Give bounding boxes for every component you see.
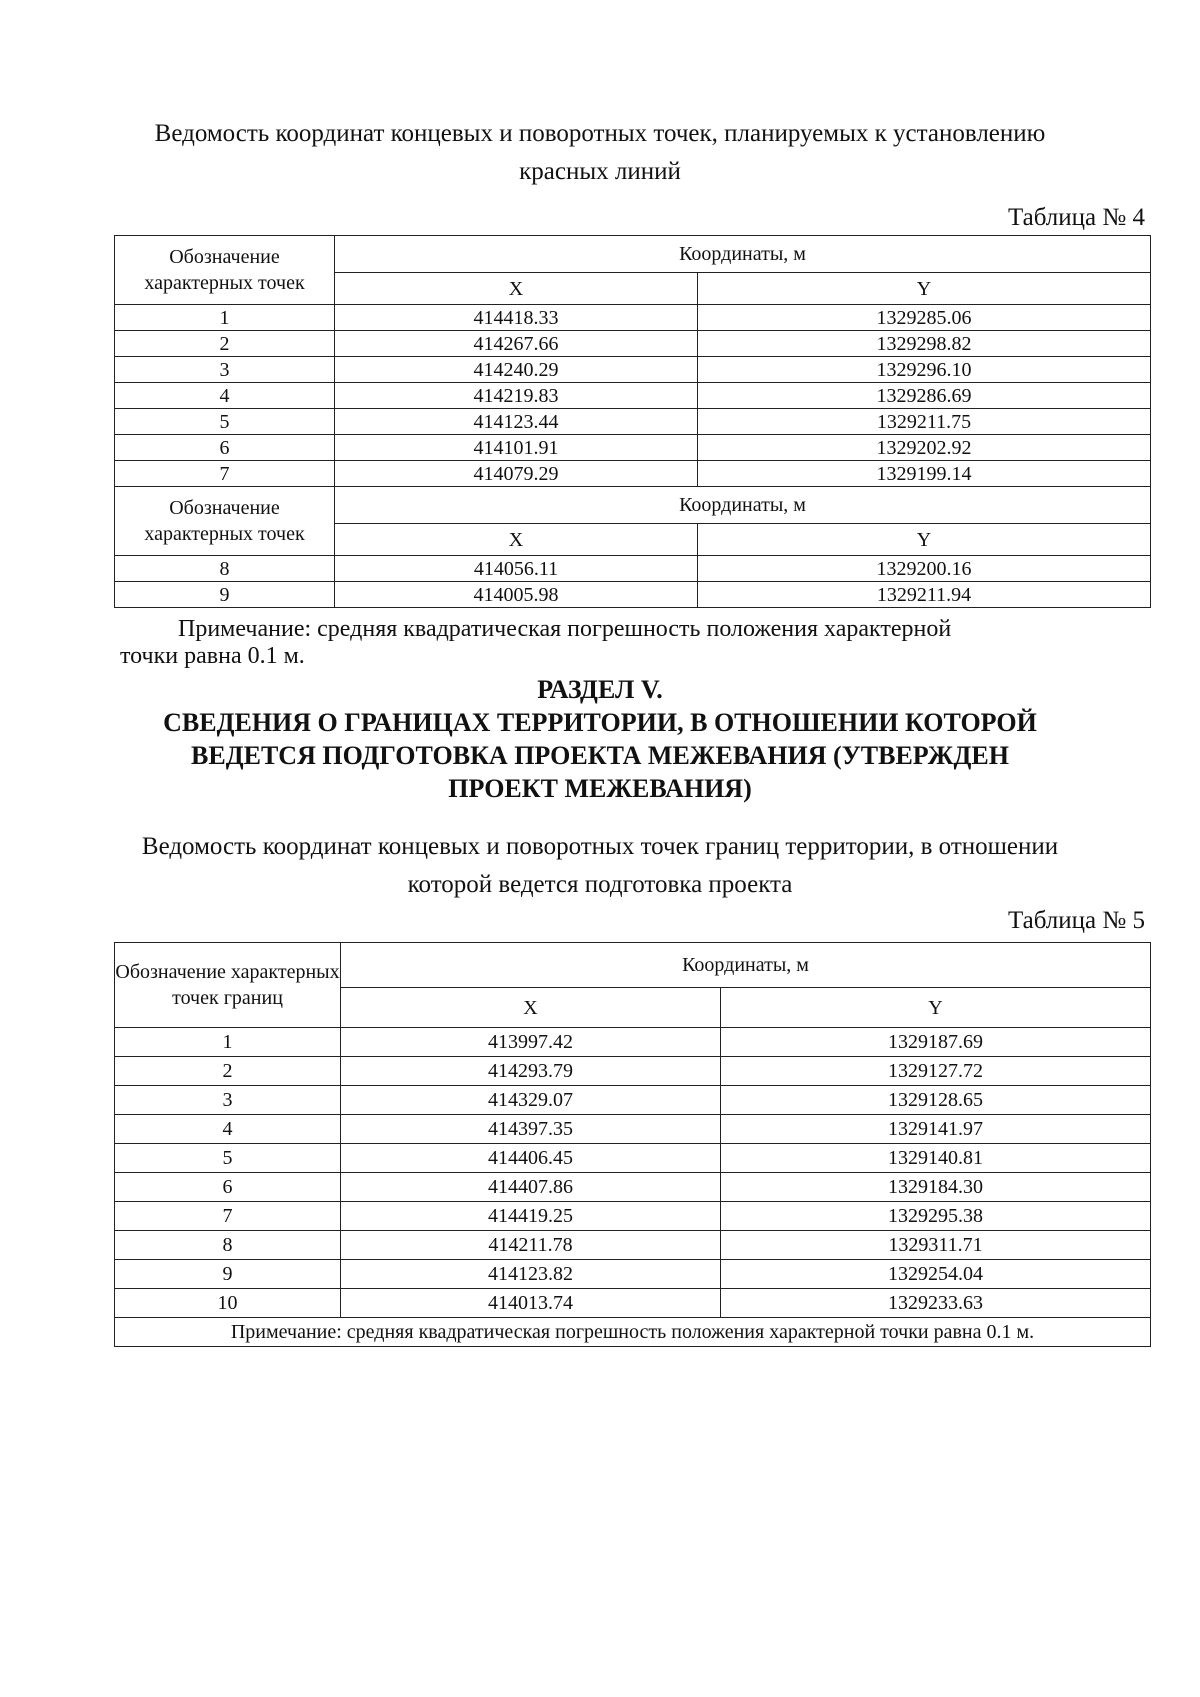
table5-row (115, 1057, 1151, 1086)
table5-cell-x: 414397.35 (341, 1115, 721, 1144)
table5-row (115, 1086, 1151, 1115)
table4-cell-point: 4 (115, 383, 335, 409)
table5-row (115, 1028, 1151, 1057)
table4-row (115, 383, 1151, 409)
table4-y-header: Y (698, 273, 1151, 305)
table4-note-line1: Примечание: средняя квадратическая погрешность положения характерной (178, 616, 952, 642)
table5-cell-point: 10 (115, 1289, 341, 1318)
table4-cell-point: 2 (115, 331, 335, 357)
table5-row (115, 1260, 1151, 1289)
table5-cell-y: 1329128.65 (721, 1086, 1151, 1115)
table5-cell-y: 1329311.71 (721, 1231, 1151, 1260)
table4-row (115, 582, 1151, 608)
table4-cell-x: 414219.83 (335, 383, 698, 409)
table4-title (60, 115, 1140, 191)
table4-cell-y: 1329199.14 (698, 461, 1151, 487)
table4-title-line1: Ведомость координат концевых и поворотных точек, планируемых к установлению (154, 120, 1046, 147)
table5-cell-y: 1329184.30 (721, 1173, 1151, 1202)
table4-cell-y: 1329298.82 (698, 331, 1151, 357)
table4-row (115, 331, 1151, 357)
table5-cell-y: 1329233.63 (721, 1289, 1151, 1318)
table5-cell-point: 3 (115, 1086, 341, 1115)
section5-title-line1: РАЗДЕЛ V. (537, 675, 663, 704)
section5-title-line3: ВЕДЕТСЯ ПОДГОТОВКА ПРОЕКТА МЕЖЕВАНИЯ (УТВЕРЖДЕН (191, 741, 1009, 770)
table4-cell-point: 9 (115, 582, 335, 608)
table4-row (115, 435, 1151, 461)
table4-coords-header: Координаты, м (335, 236, 1151, 273)
table5-cell-x: 414407.86 (341, 1173, 721, 1202)
table4-row (115, 461, 1151, 487)
table4-cell-x: 414123.44 (335, 409, 698, 435)
table4-point-header: Обозначение характерных точек (115, 236, 335, 305)
table5-cell-point: 9 (115, 1260, 341, 1289)
table5-cell-y: 1329254.04 (721, 1260, 1151, 1289)
table4-row (115, 409, 1151, 435)
table5-y-header: Y (721, 988, 1151, 1028)
table4-cell-point: 7 (115, 461, 335, 487)
table4-row (115, 556, 1151, 582)
table4-cell-y: 1329211.94 (698, 582, 1151, 608)
table4-cell-point: 5 (115, 409, 335, 435)
table4-row (115, 357, 1151, 383)
table5-cell-x: 413997.42 (341, 1028, 721, 1057)
table5-cell-y: 1329140.81 (721, 1144, 1151, 1173)
table4-number: Таблица № 4 (1007, 204, 1145, 231)
table4-title-line2: красных линий (519, 158, 681, 185)
table4-cell-x: 414240.29 (335, 357, 698, 383)
table5-cell-y: 1329187.69 (721, 1028, 1151, 1057)
table5-cell-y: 1329127.72 (721, 1057, 1151, 1086)
table5-cell-point: 7 (115, 1202, 341, 1231)
table4-cell-x: 414267.66 (335, 331, 698, 357)
table5-row (115, 1289, 1151, 1318)
table4-cell-x: 414056.11 (335, 556, 698, 582)
table4-row (115, 305, 1151, 331)
table5-row (115, 1202, 1151, 1231)
table5-point-header: Обозначение характерных точек границ (115, 943, 341, 1028)
table5-coords-header: Координаты, м (341, 943, 1151, 988)
table5-title-line2: которой ведется подготовка проекта (407, 871, 793, 898)
table5-cell-x: 414293.79 (341, 1057, 721, 1086)
table4-cell-point: 8 (115, 556, 335, 582)
table4 (114, 235, 1151, 608)
table4-y-header-repeat: Y (698, 524, 1151, 556)
section5-title-line2: СВЕДЕНИЯ О ГРАНИЦАХ ТЕРРИТОРИИ, В ОТНОШЕНИИ КОТОРОЙ (163, 708, 1037, 737)
table5-cell-x: 414211.78 (341, 1231, 721, 1260)
table5-cell-point: 6 (115, 1173, 341, 1202)
table5-cell-y: 1329141.97 (721, 1115, 1151, 1144)
table4-cell-x: 414101.91 (335, 435, 698, 461)
table5-cell-y: 1329295.38 (721, 1202, 1151, 1231)
table5-title (60, 828, 1140, 904)
table5-cell-x: 414329.07 (341, 1086, 721, 1115)
table4-cell-point: 1 (115, 305, 335, 331)
table5-title-line1: Ведомость координат концевых и поворотных точек границ территории, в отношении (141, 833, 1059, 860)
table4-cell-x: 414418.33 (335, 305, 698, 331)
table5-header-row (115, 943, 1151, 988)
table4-header-row (115, 236, 1151, 273)
table4-cell-y: 1329286.69 (698, 383, 1151, 409)
table4-cell-x: 414005.98 (335, 582, 698, 608)
table4-cell-y: 1329211.75 (698, 409, 1151, 435)
table5-cell-point: 4 (115, 1115, 341, 1144)
table4-x-header: X (335, 273, 698, 305)
table5 (114, 942, 1151, 1347)
table5-cell-x: 414406.45 (341, 1144, 721, 1173)
table5-note-row (115, 1318, 1151, 1347)
table5-cell-x: 414123.82 (341, 1260, 721, 1289)
section5-title (0, 673, 1200, 805)
section5-title-line4: ПРОЕКТ МЕЖЕВАНИЯ) (448, 774, 752, 803)
table4-note-line2: точки равна 0.1 м. (120, 643, 305, 669)
table4-coords-header-repeat: Координаты, м (335, 487, 1151, 524)
table4-cell-y: 1329285.06 (698, 305, 1151, 331)
table4-x-header-repeat: X (335, 524, 698, 556)
table5-cell-point: 8 (115, 1231, 341, 1260)
table5-row (115, 1173, 1151, 1202)
table5-row (115, 1144, 1151, 1173)
table5-row (115, 1115, 1151, 1144)
table4-cell-y: 1329202.92 (698, 435, 1151, 461)
table5-number: Таблица № 5 (1007, 907, 1145, 934)
table4-header-repeat-row (115, 487, 1151, 524)
table4-cell-y: 1329200.16 (698, 556, 1151, 582)
table5-cell-x: 414013.74 (341, 1289, 721, 1318)
table5-note: Примечание: средняя квадратическая погрешность положения характерной точки равна 0.1 м. (115, 1318, 1151, 1347)
table4-cell-point: 6 (115, 435, 335, 461)
table5-cell-x: 414419.25 (341, 1202, 721, 1231)
table5-cell-point: 2 (115, 1057, 341, 1086)
table5-row (115, 1231, 1151, 1260)
table5-cell-point: 1 (115, 1028, 341, 1057)
table4-point-header-repeat: Обозначение характерных точек (115, 487, 335, 556)
table5-x-header: X (341, 988, 721, 1028)
table4-cell-x: 414079.29 (335, 461, 698, 487)
table5-cell-point: 5 (115, 1144, 341, 1173)
table4-cell-point: 3 (115, 357, 335, 383)
table4-note (120, 616, 1160, 670)
table4-cell-y: 1329296.10 (698, 357, 1151, 383)
